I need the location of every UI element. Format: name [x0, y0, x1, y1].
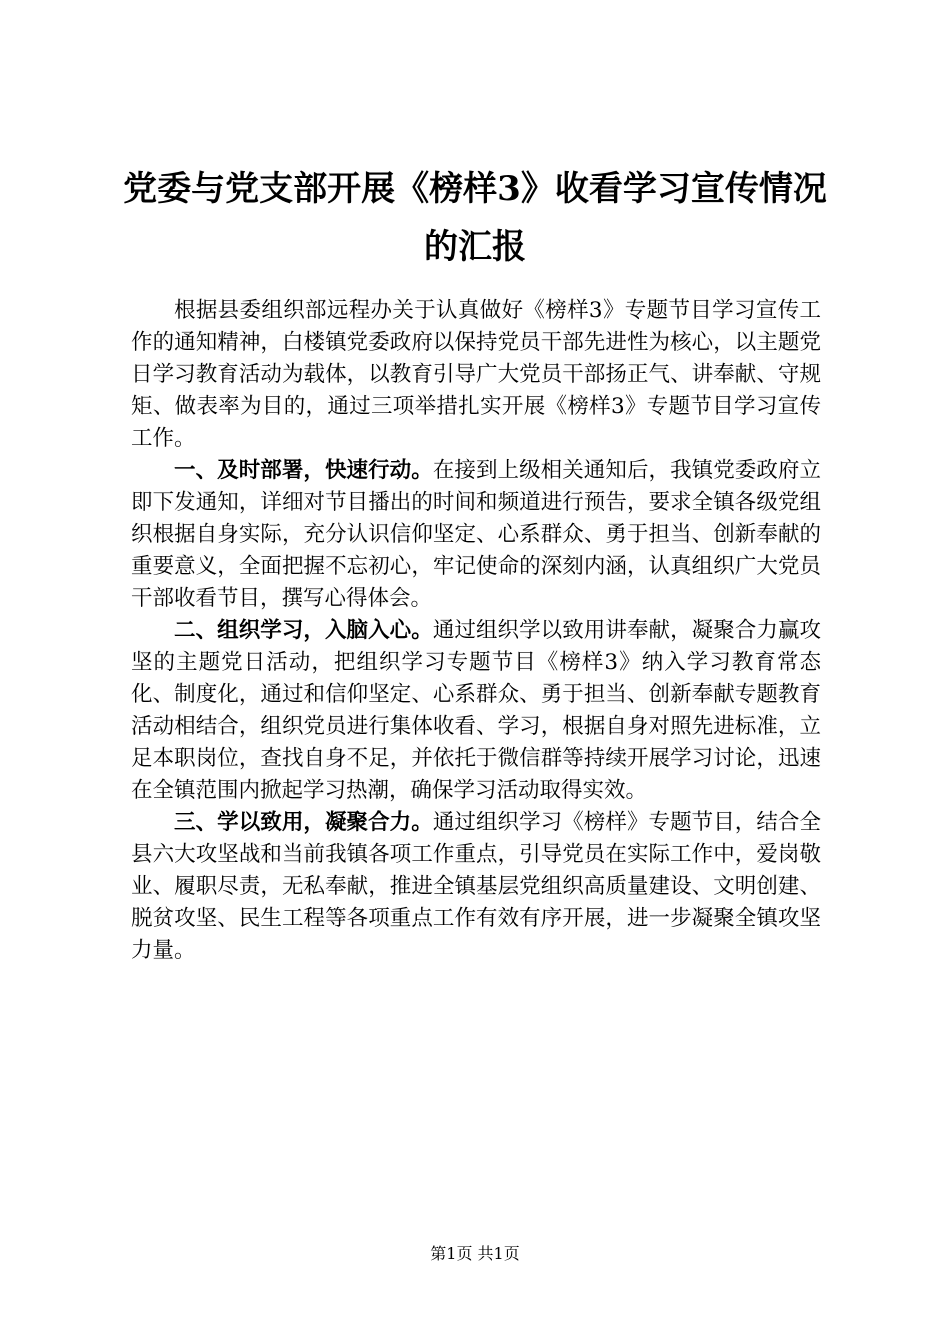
paragraph-section-1: [131, 455, 821, 615]
paragraph-text: 在接到上级相关通知后，我镇党委政府立即下发通知，详细对节目播出的时间和频道进行预告，要求全镇各级党组织根据自身实际，充分认识信仰坚定、心系群众、勇于担当、创新奉献的重要意义，全面把握不忘初心，牢记使命的深刻内涵，认真组织广大党员干部收看节目，撰写心得体会。: [131, 458, 821, 611]
paragraph-text: 通过组织学以致用讲奉献，凝聚合力赢攻坚的主题党日活动，把组织学习专题节目《榜样3》纳入学习教育常态化、制度化，通过和信仰坚定、心系群众、勇于担当、创新奉献专题教育活动相结合，组织党员进行集体收看、学习，根据自身对照先进标准，立足本职岗位，查找自身不足，并依托于微信群等持续开展学习讨论，迅速在全镇范围内掀起学习热潮，确保学习活动取得实效。: [131, 618, 821, 803]
paragraph-section-2: [131, 615, 821, 807]
paragraph-text: 根据县委组织部远程办关于认真做好《榜样3》专题节目学习宣传工作的通知精神，白楼镇党委政府以保持党员干部先进性为核心，以主题党日学习教育活动为载体，以教育引导广大党员干部扬正气、讲奉献、守规矩、做表率为目的，通过三项举措扎实开展《榜样3》专题节目学习宣传工作。: [131, 298, 821, 451]
paragraph-lead: 二、组织学习，入脑入心。: [174, 618, 433, 643]
document-title: 党委与党支部开展《榜样3》收看学习宣传情况的汇报: [123, 169, 827, 267]
paragraph-section-3: [131, 807, 821, 967]
document-body: [131, 295, 821, 967]
paragraph-lead: 一、及时部署，快速行动。: [174, 458, 433, 483]
paragraph-intro: [131, 295, 821, 455]
paragraph-lead: 三、学以致用，凝聚合力。: [174, 810, 433, 835]
page-footer: 第1页 共1页: [430, 1244, 520, 1263]
paragraph-text: 通过组织学习《榜样》专题节目，结合全县六大攻坚战和当前我镇各项工作重点，引导党员在实际工作中，爱岗敬业、履职尽责，无私奉献，推进全镇基层党组织高质量建设、文明创建、脱贫攻坚、民生工程等各项重点工作有效有序开展，进一步凝聚全镇攻坚力量。: [131, 810, 821, 963]
